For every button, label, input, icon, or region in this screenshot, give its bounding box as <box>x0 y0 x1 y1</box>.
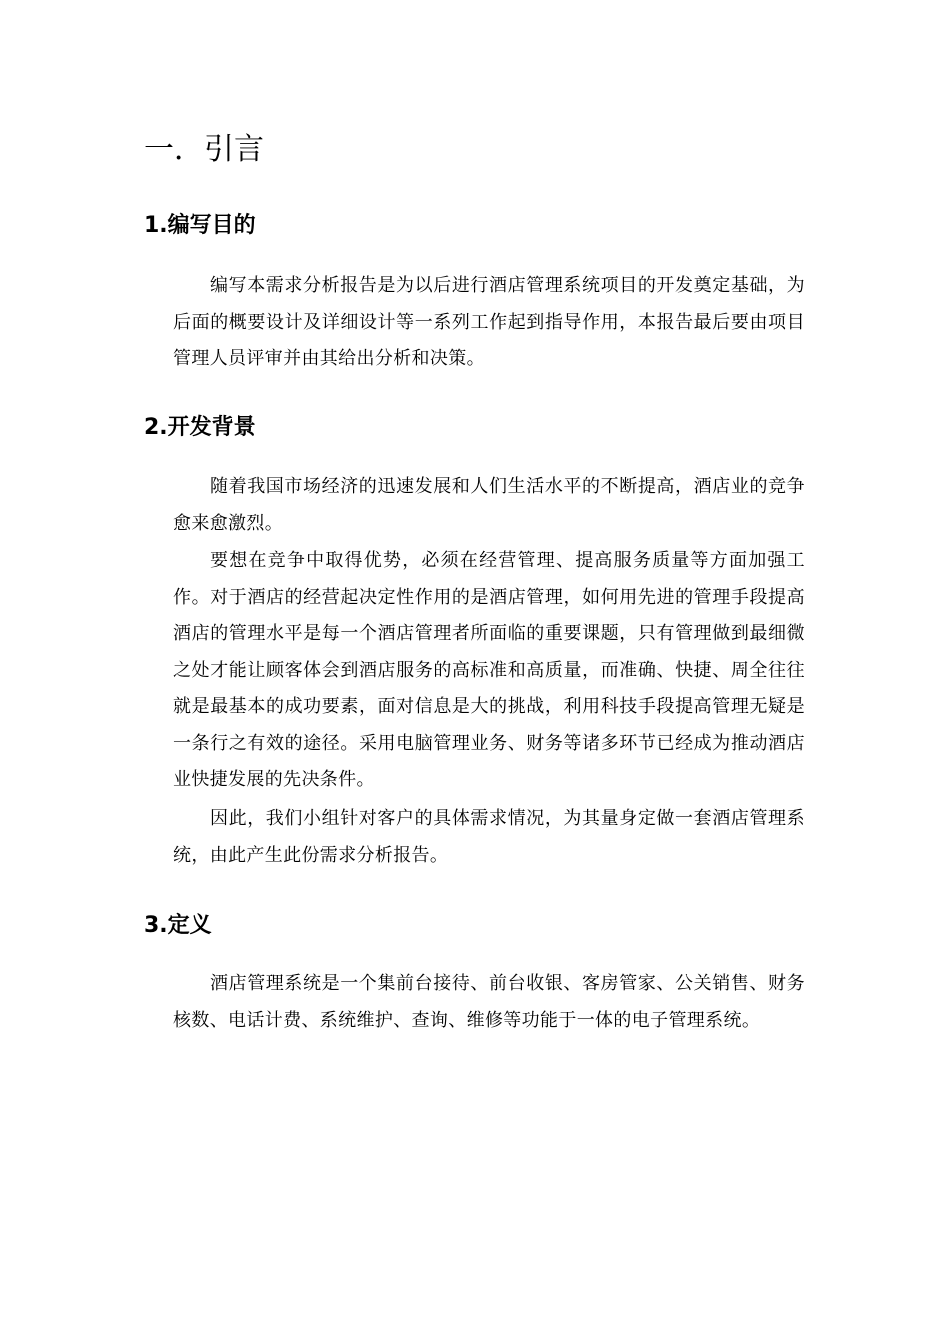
paragraph-background-3: 因此，我们小组针对客户的具体需求情况，为其量身定做一套酒店管理系统，由此产生此份需求分析报告。 <box>173 808 805 866</box>
subsection-heading-definition: 3.定义 <box>144 913 212 938</box>
subsection-heading-purpose: 1.编写目的 <box>144 213 256 238</box>
subsection-heading-background: 2.开发背景 <box>144 415 256 440</box>
paragraph-background-1: 随着我国市场经济的迅速发展和人们生活水平的不断提高，酒店业的竞争愈来愈激烈。 <box>173 476 805 534</box>
paragraph-definition: 酒店管理系统是一个集前台接待、前台收银、客房管家、公关销售、财务核数、电话计费、系统维护、查询、维修等功能于一体的电子管理系统。 <box>173 973 805 1031</box>
paragraph-background-2: 要想在竞争中取得优势，必须在经营管理、提高服务质量等方面加强工作。对于酒店的经营起决定性作用的是酒店管理，如何用先进的管理手段提高酒店的管理水平是每一个酒店管理者所面临的重要课题，只有管理做到最细微之处才能让顾客体会到酒店服务的高标准和高质量，而准确、快捷、周全往往就是最基本的成功要素，面对信息是大的挑战，利用科技手段提高管理无疑是一条行之有效的途径。采用电脑管理业务、财务等诸多环节已经成为推动酒店业快捷发展的先决条件。 <box>173 550 805 790</box>
paragraph-purpose: 编写本需求分析报告是为以后进行酒店管理系统项目的开发奠定基础，为后面的概要设计及详细设计等一系列工作起到指导作用，本报告最后要由项目管理人员评审并由其给出分析和决策。 <box>173 275 805 369</box>
section-heading-introduction: 一．引言 <box>144 132 264 167</box>
